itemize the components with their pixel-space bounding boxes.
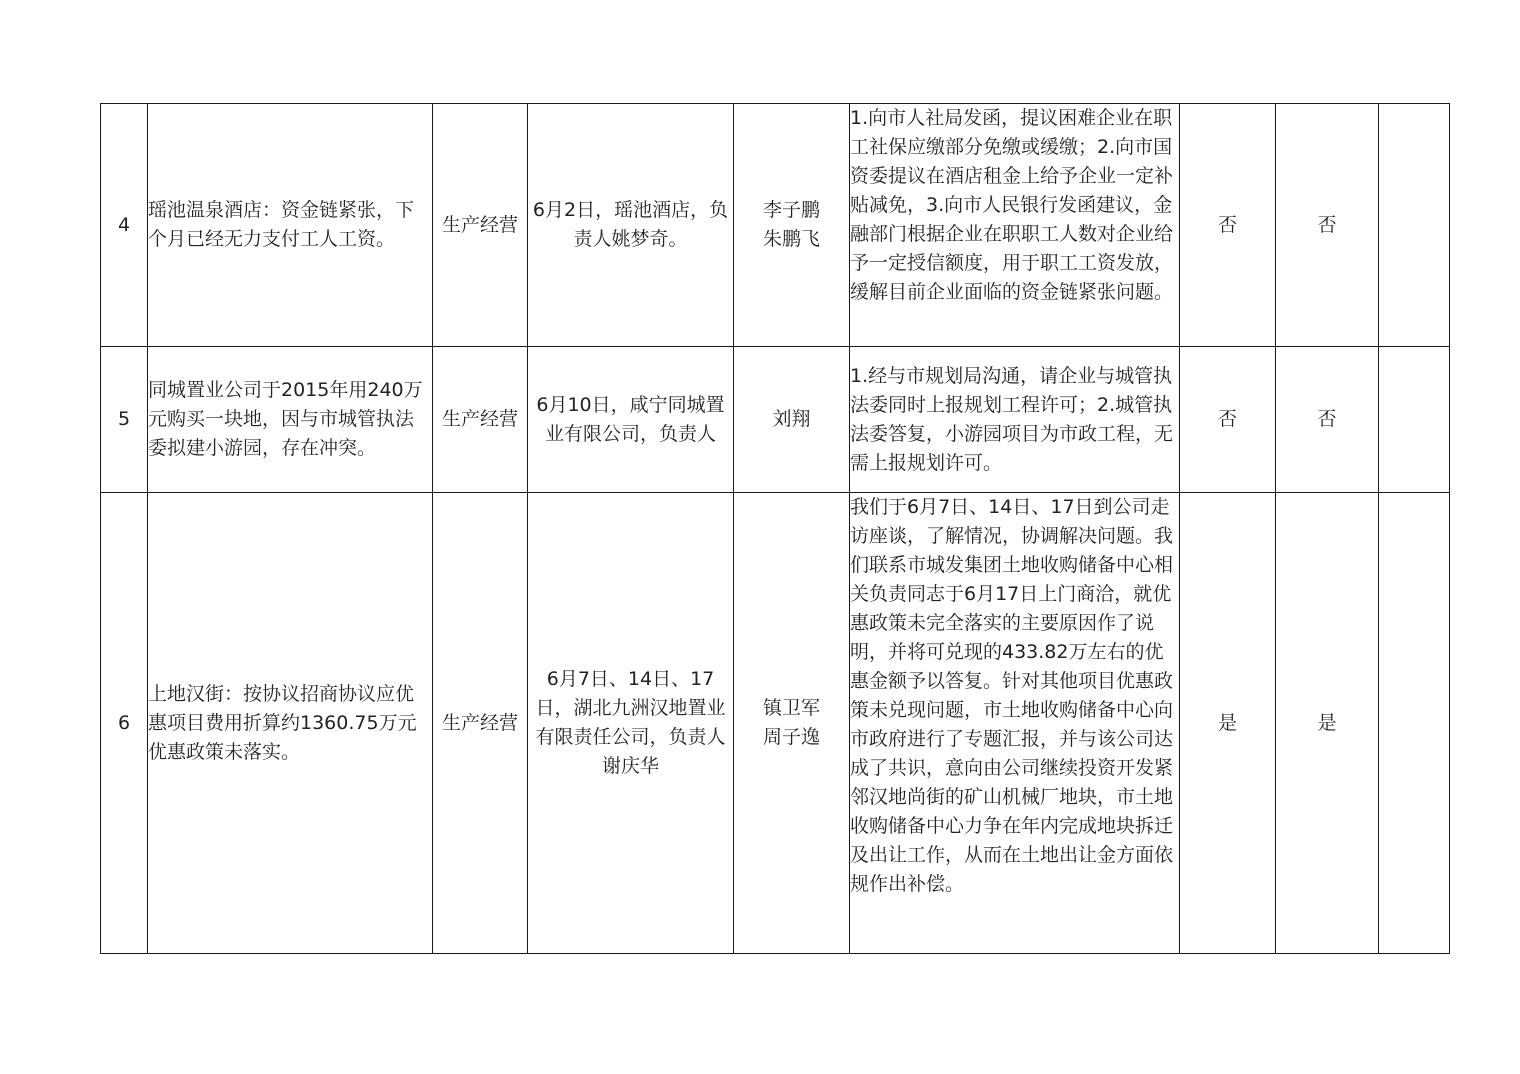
issue-type: 生产经营 xyxy=(433,347,528,493)
visit-date-place xyxy=(528,104,734,347)
responsible-persons xyxy=(734,493,850,954)
person-name: 朱鹏飞 xyxy=(762,228,820,250)
issues-table xyxy=(100,103,1450,954)
status-col-8: 否 xyxy=(1180,347,1276,493)
row-number: 6 xyxy=(101,493,148,954)
issue-text: 上地汉街：按协议招商协议应优惠项目费用折算约1360.75万元优惠政策未落实。 xyxy=(148,682,417,763)
table-row xyxy=(101,347,1450,493)
issue-text: 瑶池温泉酒店：资金链紧张，下个月已经无力支付工人工资。 xyxy=(148,199,415,250)
issue-text: 同城置业公司于2015年用240万元购买一块地，因与市城管执法委拟建小游园，存在冲突。 xyxy=(148,379,423,459)
issue-type: 生产经营 xyxy=(433,104,528,347)
row-number: 4 xyxy=(101,104,148,347)
status-col-9: 是 xyxy=(1276,493,1379,954)
remarks-cell xyxy=(1379,104,1450,347)
status-col-9: 否 xyxy=(1276,104,1379,347)
visit-date-place-text: 6月7日、14日、17日，湖北九洲汉地置业有限责任公司，负责人谢庆华 xyxy=(535,668,726,777)
issue-description xyxy=(148,493,433,954)
status-col-9: 否 xyxy=(1276,347,1379,493)
table-row xyxy=(101,104,1450,347)
person-name: 镇卫军 xyxy=(762,697,820,719)
visit-date-place-text: 6月2日，瑶池酒店，负责人姚梦奇。 xyxy=(532,199,729,250)
responsible-persons xyxy=(734,347,850,493)
visit-date-place-text: 6月10日，咸宁同城置业有限公司，负责人 xyxy=(536,393,725,445)
measures-taken xyxy=(850,493,1180,954)
row-number: 5 xyxy=(101,347,148,493)
status-col-8: 是 xyxy=(1180,493,1276,954)
issue-description xyxy=(148,347,433,493)
person-name: 周子逸 xyxy=(762,726,820,748)
status-col-8: 否 xyxy=(1180,104,1276,347)
issue-description xyxy=(148,104,433,347)
measures-taken xyxy=(850,104,1180,347)
table-row xyxy=(101,493,1450,954)
measures-taken xyxy=(850,347,1180,493)
person-name: 李子鹏 xyxy=(762,199,820,221)
visit-date-place xyxy=(528,493,734,954)
measures-text: 1.经与市规划局沟通，请企业与城管执法委同时上报规划工程许可；2.城管执法委答复，小游园项目为市政工程，无需上报规划许可。 xyxy=(850,364,1174,474)
issue-type: 生产经营 xyxy=(433,493,528,954)
measures-text: 1.向市人社局发函，提议困难企业在职工社保应缴部分免缴或缓缴；2.向市国资委提议在酒店租金上给予企业一定补贴减免，3.向市人民银行发函建议，金融部门根据企业在职职工人数对企业给予一定授信额度，用于职工工资发放，缓解目前企业面临的资金链紧张问题。 xyxy=(850,107,1174,303)
remarks-cell xyxy=(1379,493,1450,954)
responsible-persons xyxy=(734,104,850,347)
visit-date-place xyxy=(528,347,734,493)
person-name: 刘翔 xyxy=(772,408,811,430)
measures-text: 我们于6月7日、14日、17日到公司走访座谈，了解情况，协调解决问题。我们联系市城发集团土地收购储备中心相关负责同志于6月17日上门商洽，就优惠政策未完全落实的主要原因作了说明，并将可兑现的433.82万左右的优惠金额予以答复。针对其他项目优惠政策未兑现问题，市土地收购储备中心向市政府进行了专题汇报，并与该公司达成了共识，意向由公司继续投资开发紧邻汉地尚街的矿山机械厂地块，市土地收购储备中心力争在年内完成地块拆迁及出让工作，从而在土地出让金方面依规作出补偿。 xyxy=(850,496,1174,895)
remarks-cell xyxy=(1379,347,1450,493)
